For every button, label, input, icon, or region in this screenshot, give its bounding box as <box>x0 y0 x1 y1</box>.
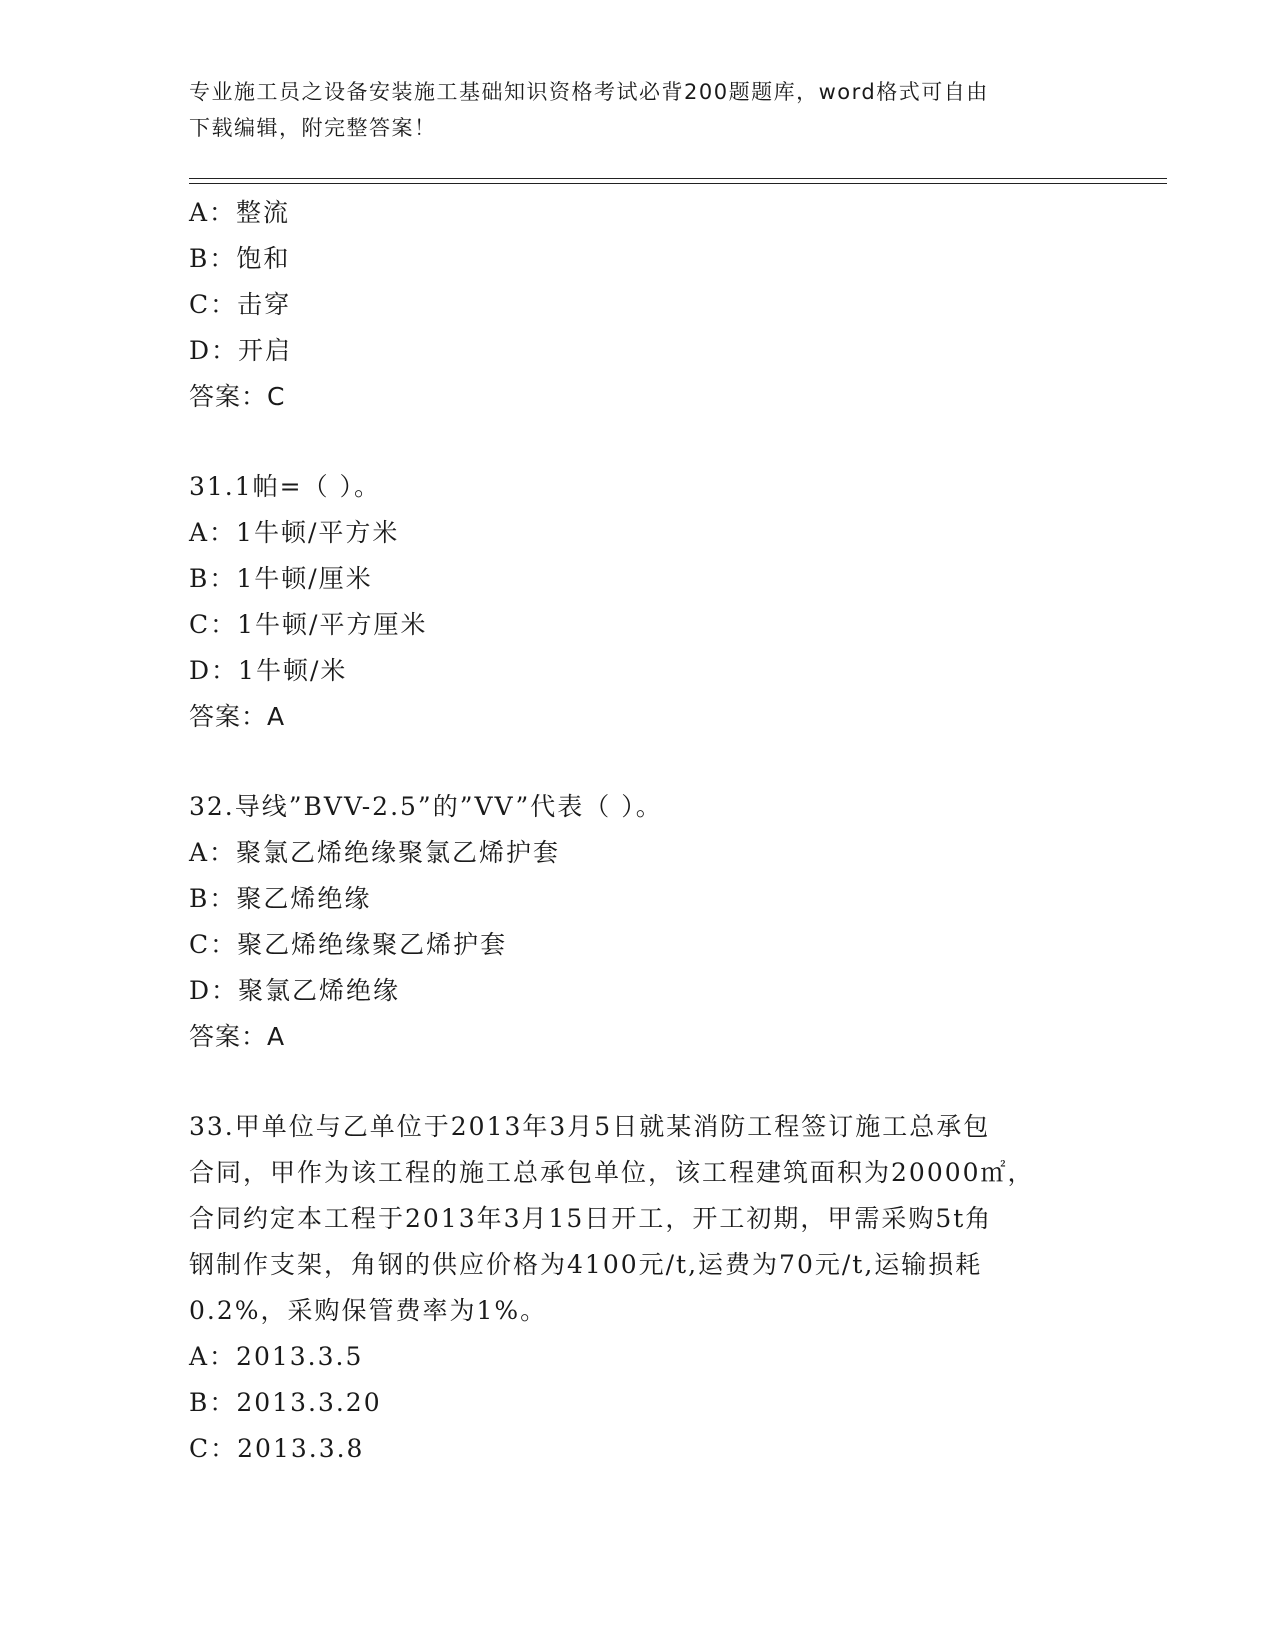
q30-answer: 答案：C <box>189 382 286 411</box>
q33-stem-line-3: 合同约定本工程于2013年3月15日开工，开工初期，甲需采购5t角 <box>189 1204 993 1233</box>
q33-option-b: B：2013.3.20 <box>189 1388 382 1417</box>
q31-option-b: B：1牛顿/厘米 <box>189 564 373 593</box>
q33-stem-line-2: 合同，甲作为该工程的施工总承包单位，该工程建筑面积为20000㎡， <box>189 1158 1035 1187</box>
question-33-block <box>189 1104 1089 1472</box>
q30-option-d: D：开启 <box>189 336 293 365</box>
question-30-block <box>189 190 1089 420</box>
q31-answer: 答案：A <box>189 702 286 731</box>
q33-stem-line-4: 钢制作支架，角钢的供应价格为4100元/t,运费为70元/t,运输损耗 <box>189 1250 983 1279</box>
question-31-block <box>189 464 1089 740</box>
q31-option-a: A：1牛顿/平方米 <box>189 518 400 547</box>
header-divider-top <box>189 178 1167 179</box>
q31-option-c: C：1牛顿/平方厘米 <box>189 610 428 639</box>
q33-stem-line-1: 33.甲单位与乙单位于2013年3月5日就某消防工程签订施工总承包 <box>189 1112 991 1141</box>
header-divider-bottom <box>189 183 1167 184</box>
q32-option-b: B：聚乙烯绝缘 <box>189 884 372 913</box>
q32-option-d: D：聚氯乙烯绝缘 <box>189 976 401 1005</box>
q33-option-c: C：2013.3.8 <box>189 1434 365 1463</box>
q33-option-a: A：2013.3.5 <box>189 1342 364 1371</box>
page-header <box>189 74 1089 146</box>
q32-answer: 答案：A <box>189 1022 286 1051</box>
q33-stem <box>189 1104 1089 1334</box>
header-line-1: 专业施工员之设备安装施工基础知识资格考试必背200题题库，word格式可自由 <box>189 80 989 104</box>
q31-option-d: D：1牛顿/米 <box>189 656 348 685</box>
q32-option-c: C：聚乙烯绝缘聚乙烯护套 <box>189 930 508 959</box>
q33-stem-line-5: 0.2%，采购保管费率为1%。 <box>189 1296 548 1325</box>
question-32-block <box>189 784 1089 1060</box>
q32-option-a: A：聚氯乙烯绝缘聚氯乙烯护套 <box>189 838 561 867</box>
q30-option-b: B：饱和 <box>189 244 291 273</box>
header-line-2: 下载编辑，附完整答案！ <box>189 116 437 140</box>
q32-stem: 32.导线”BVV-2.5”的”VV”代表（ ）。 <box>189 792 663 821</box>
q31-stem: 31.1帕=（ ）。 <box>189 472 382 501</box>
q30-option-a: A：整流 <box>189 198 291 227</box>
document-body <box>189 190 1089 1472</box>
q30-option-c: C：击穿 <box>189 290 292 319</box>
